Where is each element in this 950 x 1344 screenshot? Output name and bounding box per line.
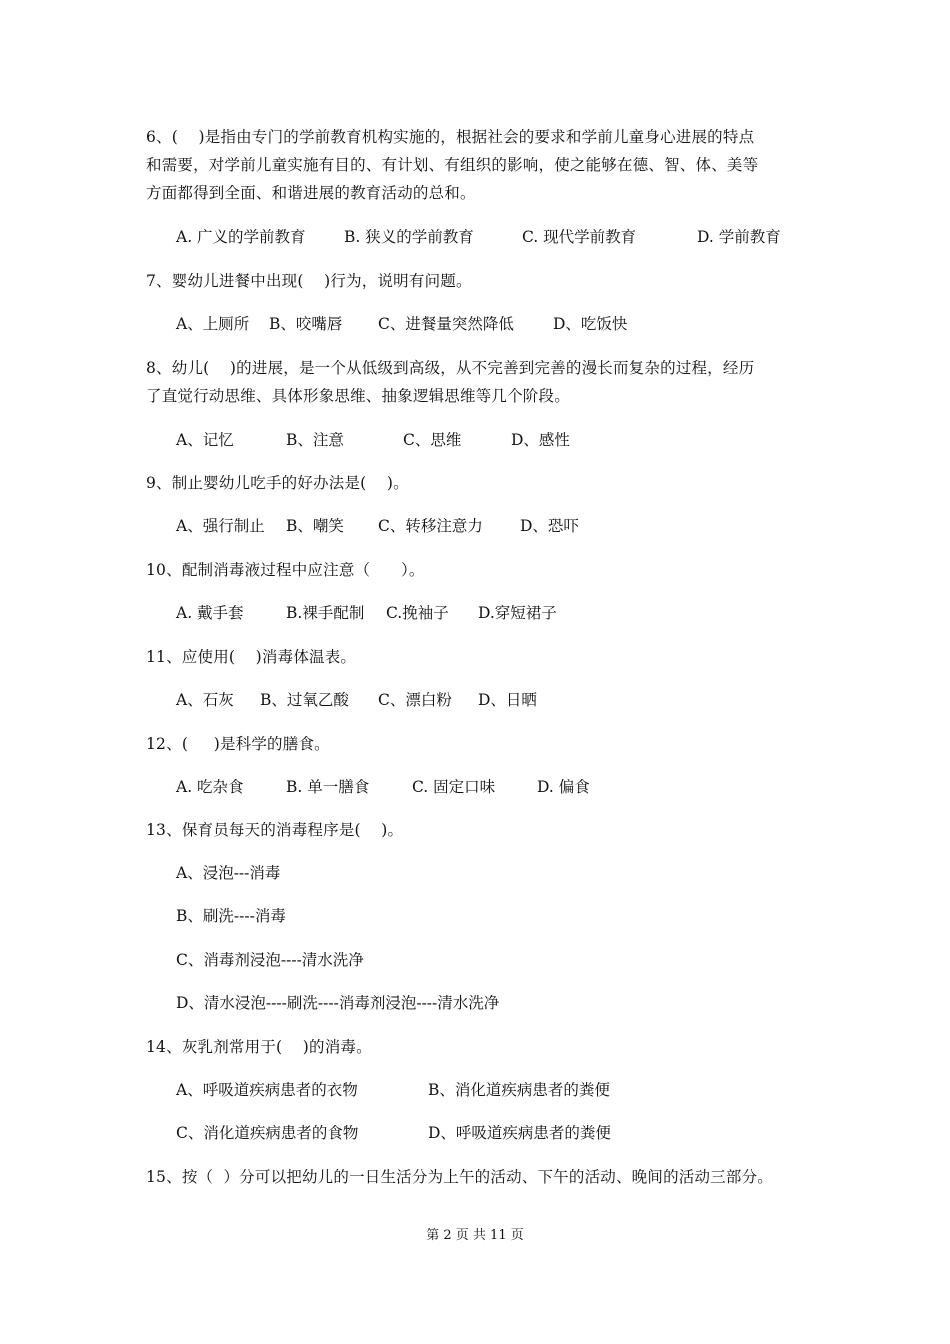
question-10-option-a: A. 戴手套	[176, 604, 244, 622]
question-13-option-c: C、消毒剂浸泡----清水洗净	[176, 951, 364, 969]
question-7-option-d: D、吃饭快	[553, 315, 628, 333]
question-11-text: 11、应使用( )消毒体温表。	[146, 648, 357, 666]
question-9-text: 9、制止婴幼儿吃手的好办法是( )。	[146, 474, 409, 492]
question-7-option-c: C、进餐量突然降低	[378, 315, 514, 333]
question-7-text: 7、婴幼儿进餐中出现( )行为，说明有问题。	[146, 272, 472, 290]
question-10-option-b: B.裸手配制	[286, 604, 365, 622]
question-7-option-a: A、上厕所	[176, 315, 250, 333]
question-12-option-d: D. 偏食	[537, 778, 590, 796]
question-10-option-d: D.穿短裙子	[478, 604, 557, 622]
question-8-line-1: 8、幼儿( )的进展，是一个从低级到高级，从不完善到完善的漫长而复杂的过程，经历	[146, 359, 755, 377]
question-10-option-c: C.挽袖子	[386, 604, 449, 622]
question-12-option-c: C. 固定口味	[412, 778, 496, 796]
question-11-option-c: C、漂白粉	[378, 691, 452, 709]
question-15-text: 15、按（ ）分可以把幼儿的一日生活分为上午的活动、下午的活动、晚间的活动三部分。	[146, 1168, 773, 1186]
question-12-option-a: A. 吃杂食	[176, 778, 244, 796]
question-8-line-2: 了直觉行动思维、具体形象思维、抽象逻辑思维等几个阶段。	[146, 387, 570, 405]
page-number: 第 2 页 共 11 页	[426, 1228, 524, 1243]
question-13-text: 13、保育员每天的消毒程序是( )。	[146, 821, 404, 839]
question-6-option-b: B. 狭义的学前教育	[344, 228, 474, 246]
question-13-option-a: A、浸泡---消毒	[176, 864, 281, 882]
question-8-option-b: B、注意	[286, 431, 344, 449]
question-13-option-b: B、刷洗----消毒	[176, 907, 286, 925]
question-14-text: 14、灰乳剂常用于( )的消毒。	[146, 1038, 372, 1056]
question-9-option-c: C、转移注意力	[378, 517, 483, 535]
question-10-text: 10、配制消毒液过程中应注意（ ）。	[146, 561, 425, 579]
question-12-option-b: B. 单一膳食	[286, 778, 370, 796]
question-8-option-d: D、感性	[511, 431, 570, 449]
question-13-option-d: D、清水浸泡----刷洗----消毒剂浸泡----清水洗净	[176, 994, 500, 1012]
question-9-option-a: A、强行制止	[176, 517, 265, 535]
question-6-line-3: 方面都得到全面、和谐进展的教育活动的总和。	[146, 184, 476, 202]
question-14-option-b: B、消化道疾病患者的粪便	[428, 1081, 610, 1099]
question-12-text: 12、( )是科学的膳食。	[146, 735, 330, 753]
question-6-option-a: A. 广义的学前教育	[176, 228, 306, 246]
question-11-option-a: A、石灰	[176, 691, 234, 709]
question-6-option-d: D. 学前教育	[697, 228, 781, 246]
question-11-option-b: B、过氧乙酸	[260, 691, 349, 709]
question-14-option-d: D、呼吸道疾病患者的粪便	[428, 1124, 611, 1142]
question-6-line-2: 和需要，对学前儿童实施有目的、有计划、有组织的影响，使之能够在德、智、体、美等	[146, 156, 759, 174]
question-6-option-c: C. 现代学前教育	[522, 228, 637, 246]
question-9-option-b: B、嘲笑	[286, 517, 344, 535]
question-11-option-d: D、日晒	[478, 691, 537, 709]
question-8-option-c: C、思维	[403, 431, 462, 449]
question-14-option-c: C、消化道疾病患者的食物	[176, 1124, 359, 1142]
question-9-option-d: D、恐吓	[520, 517, 579, 535]
question-8-option-a: A、记忆	[176, 431, 234, 449]
question-14-option-a: A、呼吸道疾病患者的衣物	[176, 1081, 358, 1099]
question-7-option-b: B、咬嘴唇	[269, 315, 343, 333]
question-6-line-1: 6、( )是指由专门的学前教育机构实施的，根据社会的要求和学前儿童身心进展的特点	[146, 128, 755, 146]
